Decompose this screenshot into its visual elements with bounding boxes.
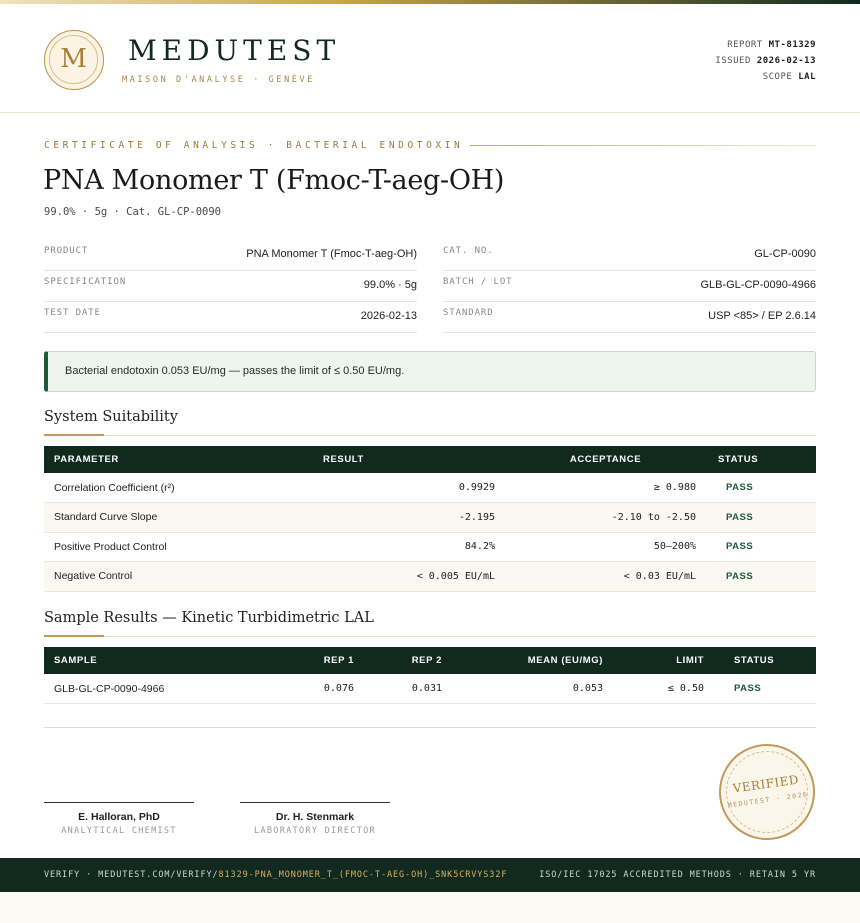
sample-cell: GLB-GL-CP-0090-4966 xyxy=(44,674,276,704)
signature-divider xyxy=(44,727,816,728)
result-cell: < 0.005 EU/mL xyxy=(313,562,505,592)
document-kicker: CERTIFICATE OF ANALYSIS · BACTERIAL ENDOTOXIN xyxy=(44,140,464,151)
acceptance-cell: 50–200% xyxy=(505,532,706,562)
table-row xyxy=(44,503,816,533)
column-header: STATUS xyxy=(714,647,816,674)
product-title: PNA Monomer T (Fmoc-T-aeg-OH) xyxy=(43,165,505,196)
product-subtitle: 99.0% · 5g · Cat. GL-CP-0090 xyxy=(44,206,222,218)
mean-cell: 0.053 xyxy=(452,674,613,704)
status-badge: PASS xyxy=(706,562,816,592)
header xyxy=(0,4,860,113)
signatory-name: E. Halloran, PhD xyxy=(78,811,160,823)
column-header: STATUS xyxy=(706,446,816,473)
rep2-cell: 0.031 xyxy=(364,674,452,704)
field-standard xyxy=(443,302,816,333)
table-header-row xyxy=(44,446,816,473)
column-header: LIMIT xyxy=(613,647,714,674)
parameter-cell: Positive Product Control xyxy=(44,532,313,562)
certificate-sheet xyxy=(0,4,860,858)
verify-line xyxy=(44,870,507,880)
table-row xyxy=(44,674,816,704)
result-banner xyxy=(44,351,816,392)
footer-accreditation: ISO/IEC 17025 ACCREDITED METHODS · RETAIN 5 YR xyxy=(539,870,816,880)
field-value: 2026-02-13 xyxy=(360,310,417,322)
parameter-cell: Correlation Coefficient (r²) xyxy=(44,473,313,503)
scope-value: LAL xyxy=(798,72,816,82)
column-header: REP 2 xyxy=(364,647,452,674)
stamp-word: VERIFIED xyxy=(731,772,800,796)
samples-table xyxy=(44,647,816,704)
field-value: 99.0% · 5g xyxy=(363,279,417,291)
section-accent xyxy=(44,434,104,436)
status-badge: PASS xyxy=(706,473,816,503)
section-title-samples: Sample Results — Kinetic Turbidimetric LAL xyxy=(44,610,374,626)
field-label: PRODUCT xyxy=(44,246,89,256)
brand-seal-logo xyxy=(44,30,104,90)
field-value: GLB-GL-CP-0090-4966 xyxy=(700,279,816,291)
report-meta xyxy=(715,37,816,85)
verified-stamp xyxy=(713,738,821,846)
field-value: GL-CP-0090 xyxy=(754,248,816,260)
signatory-role: ANALYTICAL CHEMIST xyxy=(61,826,177,836)
brand-tagline: MAISON D'ANALYSE · GENÈVE xyxy=(122,75,315,85)
verify-prefix: VERIFY · MEDUTEST.COM/VERIFY/ xyxy=(44,870,219,880)
signatory-role: LABORATORY DIRECTOR xyxy=(254,826,376,836)
result-cell: 0.9929 xyxy=(313,473,505,503)
brand-monogram: M xyxy=(49,35,98,84)
parameter-cell: Standard Curve Slope xyxy=(44,503,313,533)
signature-block-chemist xyxy=(44,802,194,836)
field-batch-lot xyxy=(443,271,816,302)
acceptance-cell: -2.10 to -2.50 xyxy=(505,503,706,533)
verify-code-link[interactable]: 81329-PNA_MONOMER_T_(FMOC-T-AEG-OH)_SNK5CRVYS32F xyxy=(218,870,508,880)
field-label: SPECIFICATION xyxy=(44,277,127,287)
section-title-suitability: System Suitability xyxy=(44,409,178,425)
status-badge: PASS xyxy=(706,532,816,562)
result-banner-text: Bacterial endotoxin 0.053 EU/mg — passes the limit of ≤ 0.50 EU/mg. xyxy=(65,365,405,377)
field-cat-no xyxy=(443,240,816,271)
table-row xyxy=(44,532,816,562)
signature-block-director xyxy=(240,802,390,836)
kicker-divider xyxy=(470,145,816,146)
section-accent xyxy=(44,635,104,637)
signatory-name: Dr. H. Stenmark xyxy=(275,811,355,823)
result-cell: 84.2% xyxy=(313,532,505,562)
column-header: RESULT xyxy=(313,446,505,473)
table-row xyxy=(44,562,816,592)
issued-line xyxy=(715,53,816,69)
scope-label: SCOPE xyxy=(762,72,793,82)
acceptance-cell: < 0.03 EU/mL xyxy=(505,562,706,592)
acceptance-cell: ≥ 0.980 xyxy=(505,473,706,503)
suitability-table xyxy=(44,446,816,592)
section-divider xyxy=(44,636,816,637)
parameter-cell: Negative Control xyxy=(44,562,313,592)
column-header: REP 1 xyxy=(276,647,364,674)
column-header: PARAMETER xyxy=(44,446,313,473)
footer-bar xyxy=(0,858,860,892)
report-line xyxy=(715,37,816,53)
field-value: USP <85> / EP 2.6.14 xyxy=(708,310,816,322)
report-label: REPORT xyxy=(727,40,763,50)
issued-date: 2026-02-13 xyxy=(756,56,816,66)
column-header: SAMPLE xyxy=(44,647,276,674)
brand-name: MEDUTEST xyxy=(128,34,341,67)
issued-label: ISSUED xyxy=(715,56,751,66)
field-value: PNA Monomer T (Fmoc-T-aeg-OH) xyxy=(246,248,417,260)
table-row xyxy=(44,473,816,503)
column-header: MEAN (EU/MG) xyxy=(452,647,613,674)
column-header: ACCEPTANCE xyxy=(505,446,706,473)
field-specification xyxy=(44,271,417,302)
field-label: CAT. NO. xyxy=(443,246,494,256)
stamp-subtext: MEDUTEST · 2026 xyxy=(727,790,809,810)
field-product xyxy=(44,240,417,271)
status-badge: PASS xyxy=(706,503,816,533)
result-cell: -2.195 xyxy=(313,503,505,533)
limit-cell: ≤ 0.50 xyxy=(613,674,714,704)
table-header-row xyxy=(44,647,816,674)
status-badge: PASS xyxy=(714,674,816,704)
section-divider xyxy=(44,435,816,436)
rep1-cell: 0.076 xyxy=(276,674,364,704)
field-test-date xyxy=(44,302,417,333)
report-number: MT-81329 xyxy=(768,40,816,50)
field-label: BATCH / LOT xyxy=(443,277,513,287)
scope-line xyxy=(715,69,816,85)
field-label: TEST DATE xyxy=(44,308,101,318)
field-label: STANDARD xyxy=(443,308,494,318)
